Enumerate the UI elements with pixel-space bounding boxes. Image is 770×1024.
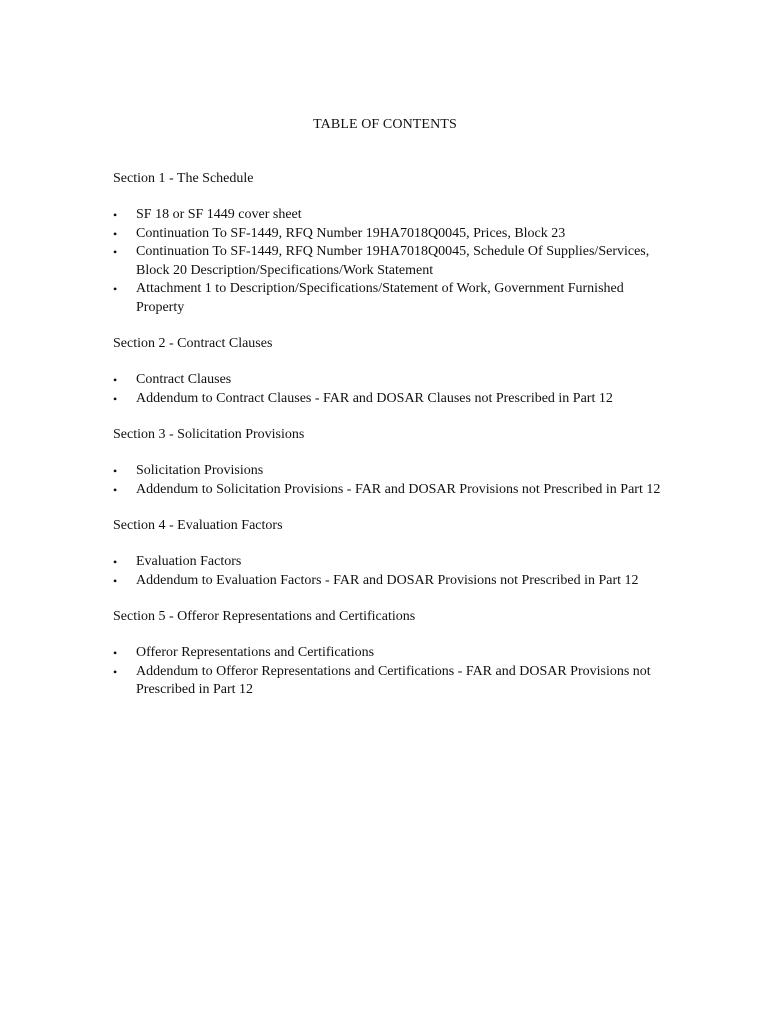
list-item-text: Addendum to Evaluation Factors - FAR and DOSAR Provisions not Prescribed in Part 12 [136, 572, 639, 588]
list-item [113, 462, 673, 481]
bullet-icon: • [113, 573, 118, 588]
table-of-contents [113, 170, 673, 718]
bullet-icon: • [113, 482, 118, 497]
list-item [113, 371, 673, 390]
list-item [113, 553, 673, 572]
list-item-text: Continuation To SF-1449, RFQ Number 19HA7018Q0045, Schedule Of Supplies/Services, Block 20 Description/Specifications/Work Statement [136, 244, 650, 278]
list-item-text: Addendum to Offeror Representations and Certifications - FAR and DOSAR Provisions not Prescribed in Part 12 [136, 663, 651, 697]
list-item-text: Addendum to Contract Clauses - FAR and DOSAR Clauses not Prescribed in Part 12 [136, 390, 613, 406]
list-item [113, 481, 673, 500]
list-item-text: Solicitation Provisions [136, 463, 264, 478]
section-item-list [113, 644, 673, 700]
list-item [113, 663, 673, 700]
bullet-icon: • [113, 226, 118, 241]
bullet-icon: • [113, 464, 118, 478]
list-item [113, 572, 673, 591]
list-item [113, 390, 673, 409]
bullet-icon: • [113, 282, 118, 296]
section-item-list [113, 206, 673, 317]
section-heading: Section 1 - The Schedule [113, 171, 254, 186]
list-item [113, 243, 673, 280]
section-item-list [113, 371, 673, 408]
bullet-icon: • [113, 391, 118, 406]
bullet-icon: • [113, 664, 118, 679]
section-heading: Section 5 - Offeror Representations and Certifications [113, 609, 416, 624]
page-title: TABLE OF CONTENTS [313, 117, 457, 132]
section-heading: Section 3 - Solicitation Provisions [113, 427, 305, 442]
bullet-icon: • [113, 208, 118, 222]
list-item-text: Attachment 1 to Description/Specifications/Statement of Work, Government Furnished Property [136, 281, 624, 315]
list-item [113, 206, 673, 225]
list-item [113, 644, 673, 663]
bullet-icon: • [113, 245, 118, 259]
list-item-text: Offeror Representations and Certifications [136, 645, 375, 660]
list-item-text: Evaluation Factors [136, 554, 242, 569]
bullet-icon: • [113, 646, 118, 660]
list-item-text: SF 18 or SF 1449 cover sheet [136, 207, 302, 222]
list-item [113, 225, 673, 244]
bullet-icon: • [113, 373, 118, 387]
list-item-text: Contract Clauses [136, 372, 232, 387]
bullet-icon: • [113, 555, 118, 569]
list-item-text: Addendum to Solicitation Provisions - FAR and DOSAR Provisions not Prescribed in Part 12 [136, 481, 661, 497]
section-heading: Section 2 - Contract Clauses [113, 336, 273, 351]
list-item [113, 280, 673, 317]
section-item-list [113, 553, 673, 590]
section-heading: Section 4 - Evaluation Factors [113, 518, 283, 533]
section-item-list [113, 462, 673, 499]
list-item-text: Continuation To SF-1449, RFQ Number 19HA7018Q0045, Prices, Block 23 [136, 225, 566, 241]
